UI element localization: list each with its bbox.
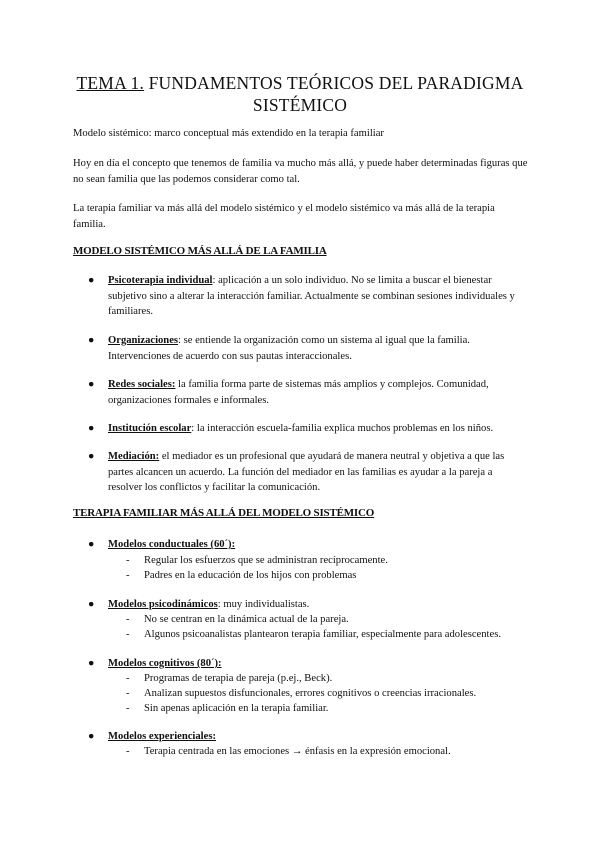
bullet-icon: ● <box>88 658 95 669</box>
item-label: Modelos conductuales (60´): <box>108 539 236 550</box>
list-item <box>88 449 528 496</box>
sub-item: - Programas de terapia de pareja (p.ej., Beck). <box>126 671 526 687</box>
title-prefix: TEMA 1. <box>76 73 145 93</box>
dash-icon: - <box>126 570 130 581</box>
list-item <box>88 421 528 437</box>
sub-item: - No se centran en la dinámica actual de la pareja. <box>126 612 526 628</box>
item-text: : aplicación a un solo individuo. No se limita a buscar el bienestar subjetivo sino a alterar la interacción familiar. Actualmente se combinan sesiones individuales y familiares. <box>108 275 515 318</box>
dash-icon: - <box>126 555 130 566</box>
sub-item: - Algunos psicoanalistas plantearon terapia familiar, especialmente para adolescentes. <box>126 627 526 643</box>
title-line2: SISTÉMICO <box>252 95 348 115</box>
section-heading-1: MODELO SISTÉMICO MÁS ALLÁ DE LA FAMILIA <box>73 245 327 257</box>
item-label: Modelos experienciales: <box>108 731 216 742</box>
item-label: Institución escolar <box>108 423 192 434</box>
item-label: Modelos psicodinámicos <box>108 599 218 610</box>
list-item <box>88 273 528 320</box>
item-label: Mediación: <box>108 451 160 462</box>
sub-item: - Padres en la educación de los hijos con problemas <box>126 568 526 584</box>
bullet-icon: ● <box>88 539 95 550</box>
item-text: : la interacción escuela-familia explica muchos problemas en los niños. <box>191 423 494 434</box>
list-item <box>88 729 528 745</box>
item-label: Modelos cognitivos (80´): <box>108 658 222 669</box>
sub-item: - Regular los esfuerzos que se administran recíprocamente. <box>126 553 526 569</box>
bullet-icon: ● <box>88 379 95 390</box>
item-label: Psicoterapia individual <box>108 275 213 286</box>
dash-icon: - <box>126 703 130 714</box>
intro-paragraph-2: Hoy en día el concepto que tenemos de familia va mucho más allá, y puede haber determinadas figuras que no sean familia que las podemos considerar como tal. <box>73 158 528 185</box>
item-text: : se entiende la organización como un sistema al igual que la familia. Intervenciones de acuerdo con sus pautas interaccionales. <box>108 335 470 362</box>
sub-item: - Sin apenas aplicación en la terapia familiar. <box>126 701 526 717</box>
list-item <box>88 377 528 408</box>
item-text: la familia forma parte de sistemas más amplios y complejos. Comunidad, organizaciones formales e informales. <box>108 379 489 406</box>
sub-item: - Analizan supuestos disfuncionales, errores cognitivos o creencias irracionales. <box>126 686 526 702</box>
list-item <box>88 597 528 613</box>
item-text: : muy individualistas. <box>217 599 310 610</box>
list-item <box>88 537 528 553</box>
bullet-icon: ● <box>88 599 95 610</box>
dash-icon: - <box>126 673 130 684</box>
bullet-icon: ● <box>88 335 95 346</box>
intro-paragraph-3: La terapia familiar va más allá del modelo sistémico y el modelo sistémico va más allá de la terapia familia. <box>73 203 495 230</box>
dash-icon: - <box>126 688 130 699</box>
bullet-icon: ● <box>88 275 95 286</box>
bullet-icon: ● <box>88 731 95 742</box>
list-item <box>88 656 528 672</box>
bullet-icon: ● <box>88 451 95 462</box>
list-item <box>88 333 528 364</box>
bullet-icon: ● <box>88 423 95 434</box>
dash-icon: - <box>126 614 130 625</box>
title-line1: FUNDAMENTOS TEÓRICOS DEL PARADIGMA <box>144 73 524 93</box>
sub-item: - Terapia centrada en las emociones → énfasis en la expresión emocional. <box>126 744 526 760</box>
page-title <box>60 72 540 116</box>
intro-paragraph-1: Modelo sistémico: marco conceptual más extendido en la terapia familiar <box>73 128 384 139</box>
section-heading-2: TERAPIA FAMILIAR MÁS ALLÁ DEL MODELO SISTÉMICO <box>73 507 375 519</box>
item-label: Organizaciones <box>108 335 179 346</box>
dash-icon: - <box>126 629 130 640</box>
item-text: el mediador es un profesional que ayudará de manera neutral y objetiva a que las partes alcancen un acuerdo. La función del mediador en las familias es ayudar a la pareja a resolver los conflictos y facilitar la comunicación. <box>108 451 505 494</box>
dash-icon: - <box>126 746 130 757</box>
item-label: Redes sociales: <box>108 379 176 390</box>
